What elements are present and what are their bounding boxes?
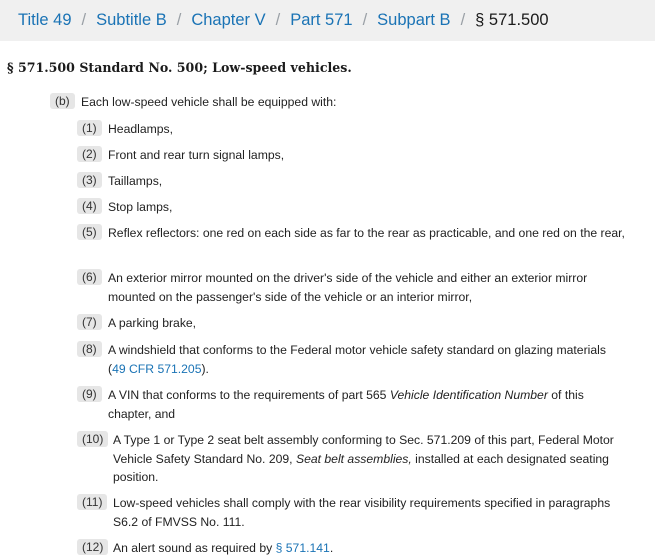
paragraph-text: Reflex reflectors: one red on each side as far to the rear as practicable, and one red on the rear, xyxy=(108,226,625,240)
paragraph-text: An alert sound as required by § 571.141. xyxy=(113,541,334,555)
paragraph-number-badge[interactable]: (2) xyxy=(77,146,102,162)
paragraph-text: A VIN that conforms to the requirements of part 565 Vehicle Identification Number of this chapter, and xyxy=(108,388,584,421)
paragraph-7 xyxy=(77,314,640,333)
paragraph-11 xyxy=(77,494,629,531)
paragraph-6 xyxy=(77,269,625,306)
paragraph-text: Front and rear turn signal lamps, xyxy=(108,148,285,162)
paragraph-12 xyxy=(77,539,640,558)
paragraph-b xyxy=(50,93,640,112)
section-heading: § 571.500 Standard No. 500; Low-speed vehicles. xyxy=(7,60,352,75)
breadcrumb-chapter-link[interactable]: Chapter V xyxy=(191,11,266,29)
breadcrumb-subpart-link[interactable]: Subpart B xyxy=(377,11,451,29)
paragraph-number-badge[interactable]: (8) xyxy=(77,341,102,357)
paragraph-text: An exterior mirror mounted on the driver's side of the vehicle and either an exterior mirror mounted on the passenger's side of the vehicle or an interior mirror, xyxy=(108,271,588,304)
paragraph-1 xyxy=(77,120,640,139)
breadcrumb-title-link[interactable]: Title 49 xyxy=(18,11,72,29)
paragraph-text: Each low-speed vehicle shall be equipped with: xyxy=(81,95,337,109)
breadcrumb-part-link[interactable]: Part 571 xyxy=(290,11,353,29)
paragraph-8 xyxy=(77,341,607,378)
breadcrumb-separator: / xyxy=(362,11,368,29)
breadcrumb-separator: / xyxy=(275,11,281,29)
paragraph-number-badge[interactable]: (9) xyxy=(77,386,102,402)
paragraph-text: A windshield that conforms to the Federal motor vehicle safety standard on glazing materials (49 CFR 571.205). xyxy=(108,343,606,376)
paragraph-9 xyxy=(77,386,615,423)
paragraph-text: Stop lamps, xyxy=(108,200,173,214)
breadcrumb-separator: / xyxy=(176,11,182,29)
breadcrumb-current-section: § 571.500 xyxy=(475,11,549,29)
paragraph-number-badge[interactable]: (b) xyxy=(50,93,75,109)
paragraph-text: Low-speed vehicles shall comply with the rear visibility requirements specified in paragraphs S6.2 of FMVSS No. 111. xyxy=(113,496,611,529)
breadcrumb-separator: / xyxy=(460,11,466,29)
paragraph-number-badge[interactable]: (10) xyxy=(77,431,108,447)
paragraph-text: A parking brake, xyxy=(108,316,197,330)
paragraph-number-badge[interactable]: (7) xyxy=(77,314,102,330)
paragraph-number-badge[interactable]: (4) xyxy=(77,198,102,214)
paragraph-text: A Type 1 or Type 2 seat belt assembly conforming to Sec. 571.209 of this part, Federal Motor Vehicle Safety Standard No. 209, Seat belt assemblies, installed at each designated seating position. xyxy=(113,433,614,484)
paragraph-2 xyxy=(77,146,640,165)
paragraph-4 xyxy=(77,198,640,217)
breadcrumb-separator: / xyxy=(81,11,87,29)
paragraph-number-badge[interactable]: (11) xyxy=(77,494,107,510)
paragraph-number-badge[interactable]: (6) xyxy=(77,269,102,285)
paragraph-text: Headlamps, xyxy=(108,122,174,136)
breadcrumb xyxy=(0,0,655,41)
breadcrumb-subtitle-link[interactable]: Subtitle B xyxy=(96,11,167,29)
paragraph-text: Taillamps, xyxy=(108,174,163,188)
paragraph-10 xyxy=(77,431,629,487)
paragraph-5 xyxy=(77,224,625,243)
section-571-141-link[interactable]: § 571.141 xyxy=(275,541,330,555)
paragraph-number-badge[interactable]: (1) xyxy=(77,120,102,136)
cfr-571-205-link[interactable]: 49 CFR 571.205 xyxy=(112,361,202,376)
paragraph-number-badge[interactable]: (3) xyxy=(77,172,102,188)
paragraph-number-badge[interactable]: (12) xyxy=(77,539,108,555)
paragraph-number-badge[interactable]: (5) xyxy=(77,224,102,240)
paragraph-3 xyxy=(77,172,640,191)
